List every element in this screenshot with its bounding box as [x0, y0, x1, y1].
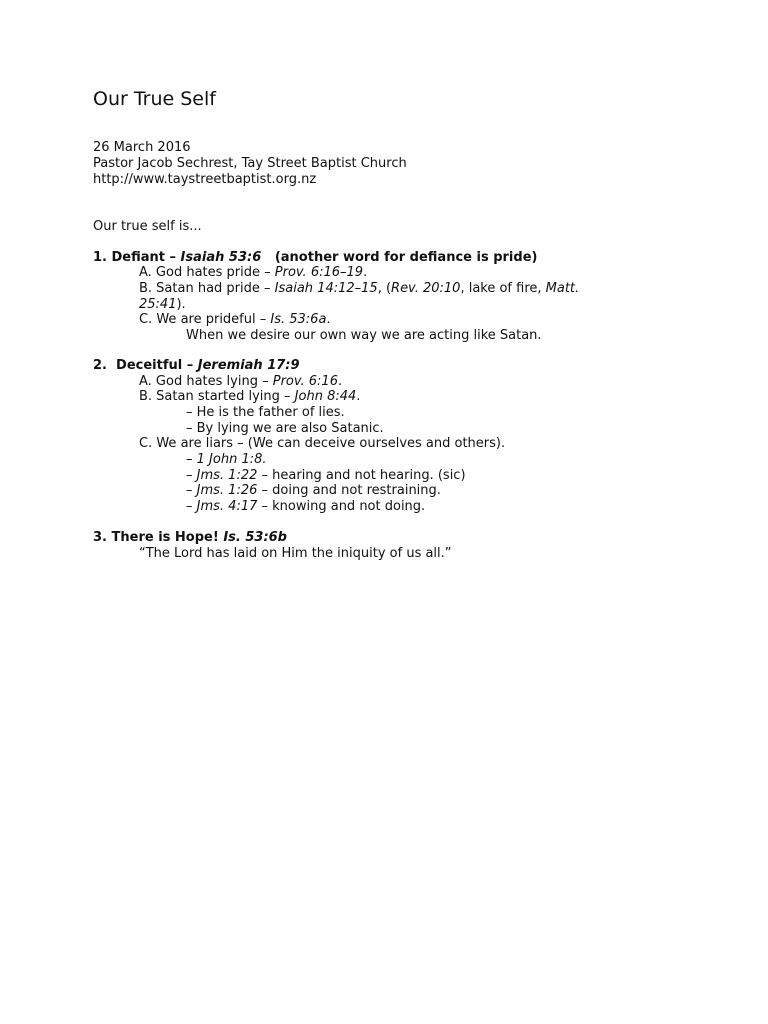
- section-2-heading-text: 2. Deceitful –: [93, 358, 198, 373]
- dash: –: [186, 468, 197, 483]
- point-end: .: [363, 265, 368, 280]
- dash: –: [186, 483, 197, 498]
- point-text: , (: [377, 281, 392, 296]
- section-2-point-c-sub-1: [186, 452, 267, 468]
- section-3-heading-ref: Is. 53:6b: [223, 530, 287, 545]
- scripture-ref: Isaiah 14:12–15: [274, 281, 378, 296]
- point-end: .: [326, 312, 331, 327]
- section-2-point-a: [139, 374, 342, 390]
- scripture-ref: 25:41: [139, 297, 177, 312]
- section-1-heading-ref: Isaiah 53:6: [180, 250, 262, 265]
- document-title: Our True Self: [93, 88, 216, 110]
- section-2-point-c: C. We are liars – (We can deceive ourselves and others).: [139, 436, 506, 451]
- dash: –: [186, 452, 197, 467]
- point-text: A. God hates pride –: [139, 265, 275, 280]
- point-end: .: [356, 389, 361, 404]
- point-text: C. We are prideful –: [139, 312, 271, 327]
- scripture-ref: Jms. 1:26: [196, 483, 258, 498]
- scripture-ref: Matt.: [545, 281, 580, 296]
- scripture-ref: Jms. 1:22: [196, 468, 258, 483]
- section-2-point-c-sub-3: [186, 483, 441, 499]
- point-text: – doing and not restraining.: [257, 483, 441, 498]
- section-2-point-b: [139, 389, 360, 405]
- section-3-heading: [93, 530, 287, 546]
- point-text: – knowing and not doing.: [257, 499, 426, 514]
- scripture-ref: Prov. 6:16: [272, 374, 338, 389]
- section-2-heading-ref: Jeremiah 17:9: [197, 358, 300, 373]
- point-text: A. God hates lying –: [139, 374, 273, 389]
- sermon-author: Pastor Jacob Sechrest, Tay Street Baptist Church: [93, 156, 407, 171]
- section-1-heading-note: (another word for defiance is pride): [261, 250, 538, 265]
- section-1-point-c-note: When we desire our own way we are acting like Satan.: [186, 328, 542, 343]
- scripture-ref: 1 John 1:8: [196, 452, 263, 467]
- scripture-ref: Is. 53:6a: [270, 312, 327, 327]
- section-2-point-c-sub-4: [186, 499, 425, 515]
- section-3-heading-text: 3. There is Hope!: [93, 530, 224, 545]
- section-1-heading: [93, 250, 537, 266]
- section-1-point-b: [139, 281, 579, 297]
- section-2-point-c-sub-2: [186, 468, 466, 484]
- point-text: B. Satan started lying –: [139, 389, 295, 404]
- section-1-point-b-cont: [139, 297, 186, 313]
- section-3-quote: “The Lord has laid on Him the iniquity of us all.”: [139, 546, 452, 561]
- church-url: http://www.taystreetbaptist.org.nz: [93, 172, 317, 187]
- sermon-date: 26 March 2016: [93, 140, 191, 155]
- intro-line: Our true self is...: [93, 219, 202, 234]
- section-2-point-b-sub-1: – He is the father of lies.: [186, 405, 345, 420]
- point-text: – hearing and not hearing. (sic): [257, 468, 466, 483]
- point-end: .: [337, 374, 343, 389]
- section-2-heading: [93, 358, 300, 374]
- section-1-point-a: [139, 265, 367, 281]
- point-end: ).: [176, 297, 186, 312]
- scripture-ref: Jms. 4:17: [196, 499, 258, 514]
- dash: –: [186, 499, 197, 514]
- section-2-point-b-sub-2: – By lying we are also Satanic.: [186, 421, 384, 436]
- point-text: , lake of fire,: [460, 281, 546, 296]
- scripture-ref: Rev. 20:10: [391, 281, 461, 296]
- scripture-ref: Prov. 6:16–19: [274, 265, 364, 280]
- scripture-ref: John 8:44: [294, 389, 357, 404]
- section-1-point-c: [139, 312, 331, 328]
- point-text: B. Satan had pride –: [139, 281, 275, 296]
- section-1-heading-text: 1. Defiant –: [93, 250, 181, 265]
- point-end: .: [262, 452, 267, 467]
